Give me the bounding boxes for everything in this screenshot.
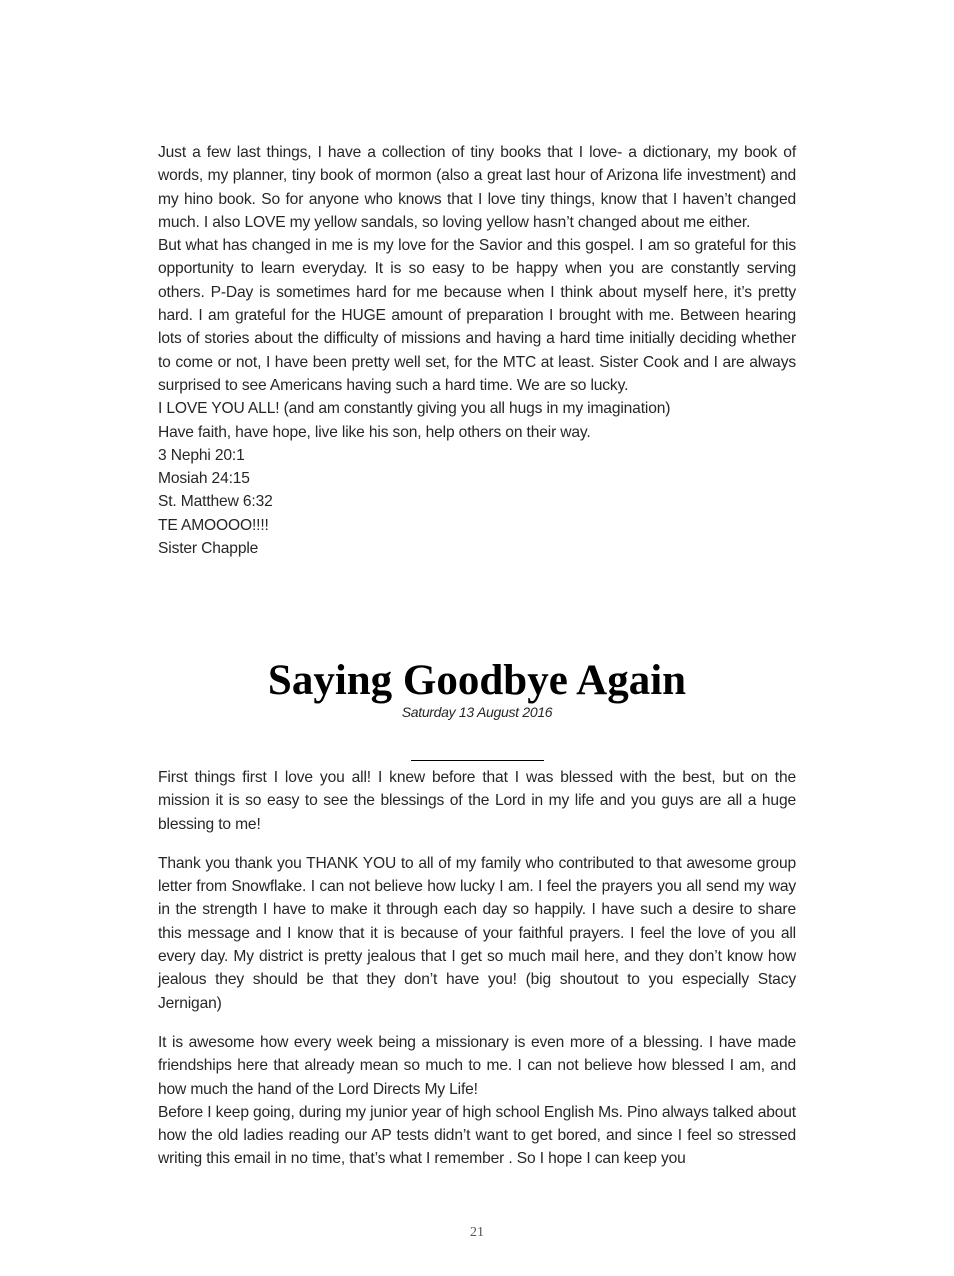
paragraph: First things first I love you all! I knew before that I was blessed with the best, but on the mission it is so easy to see the blessings of the Lord in my life and you guys are all a huge blessing to me!	[158, 769, 796, 833]
paragraph: But what has changed in me is my love for the Savior and this gospel. I am so grateful for this opportunity to learn everyday. It is so easy to be happy when you are constantly serving others. P-Day is sometimes hard for me because when I think about myself here, it’s pretty hard. I am grateful for the HUGE amount of preparation I brought with me. Between hearing lots of stories about the difficulty of missions and having a hard time initially deciding whether to come or not, I have been pretty well set, for the MTC at least. Sister Cook and I are always surprised to see Americans having such a hard time. We are so lucky.	[158, 237, 796, 394]
entry-date: Saturday 13 August 2016	[401, 704, 553, 720]
scripture-reference: St. Matthew 6:32	[158, 493, 273, 511]
letter-continuation	[158, 141, 796, 560]
entry-title: Saying Goodbye Again	[267, 657, 687, 704]
text-line: I LOVE YOU ALL! (and am constantly giving you all hugs in my imagination)	[158, 400, 671, 418]
text-line: TE AMOOOO!!!!	[158, 516, 269, 534]
scripture-reference: 3 Nephi 20:1	[158, 446, 245, 464]
scripture-reference: Mosiah 24:15	[158, 470, 250, 488]
signature-name: Sister Chapple	[158, 540, 259, 558]
paragraph: Just a few last things, I have a collection of tiny books that I love- a dictionary, my book of words, my planner, tiny book of mormon (also a great last hour of Arizona life investment) and my hino book. So for anyone who knows that I love tiny things, know that I haven’t changed much. I also LOVE my yellow sandals, so loving yellow hasn’t changed about me either.	[158, 144, 796, 231]
entry-body	[158, 766, 796, 1171]
page-number: 21	[470, 1225, 484, 1240]
paragraph: It is awesome how every week being a missionary is even more of a blessing. I have made friendships here that already mean so much to me. I can not believe how blessed I am, and how much the hand of the Lord Directs My Life!	[158, 1033, 796, 1098]
text-line: Have faith, have hope, live like his son, help others on their way.	[158, 423, 591, 441]
paragraph: Before I keep going, during my junior year of high school English Ms. Pino always talked about how the old ladies reading our AP tests didn’t want to get bored, and since I feel so stressed writing this email in no time, that’s what I remember . So I hope I can keep you	[158, 1103, 796, 1168]
paragraph: Thank you thank you THANK YOU to all of my family who contributed to that awesome group letter from Snowflake. I can not believe how lucky I am. I feel the prayers you all send my way in the strength I have to make it through each day so happily. I have such a desire to share this message and I know that it is because of your faithful prayers. I feel the love of you all every day. My district is pretty jealous that I get so much mail here, and they don’t know how jealous they should be that they don’t have you! (big shoutout to you especially Stacy Jernigan)	[158, 854, 796, 1012]
title-divider	[411, 760, 544, 761]
